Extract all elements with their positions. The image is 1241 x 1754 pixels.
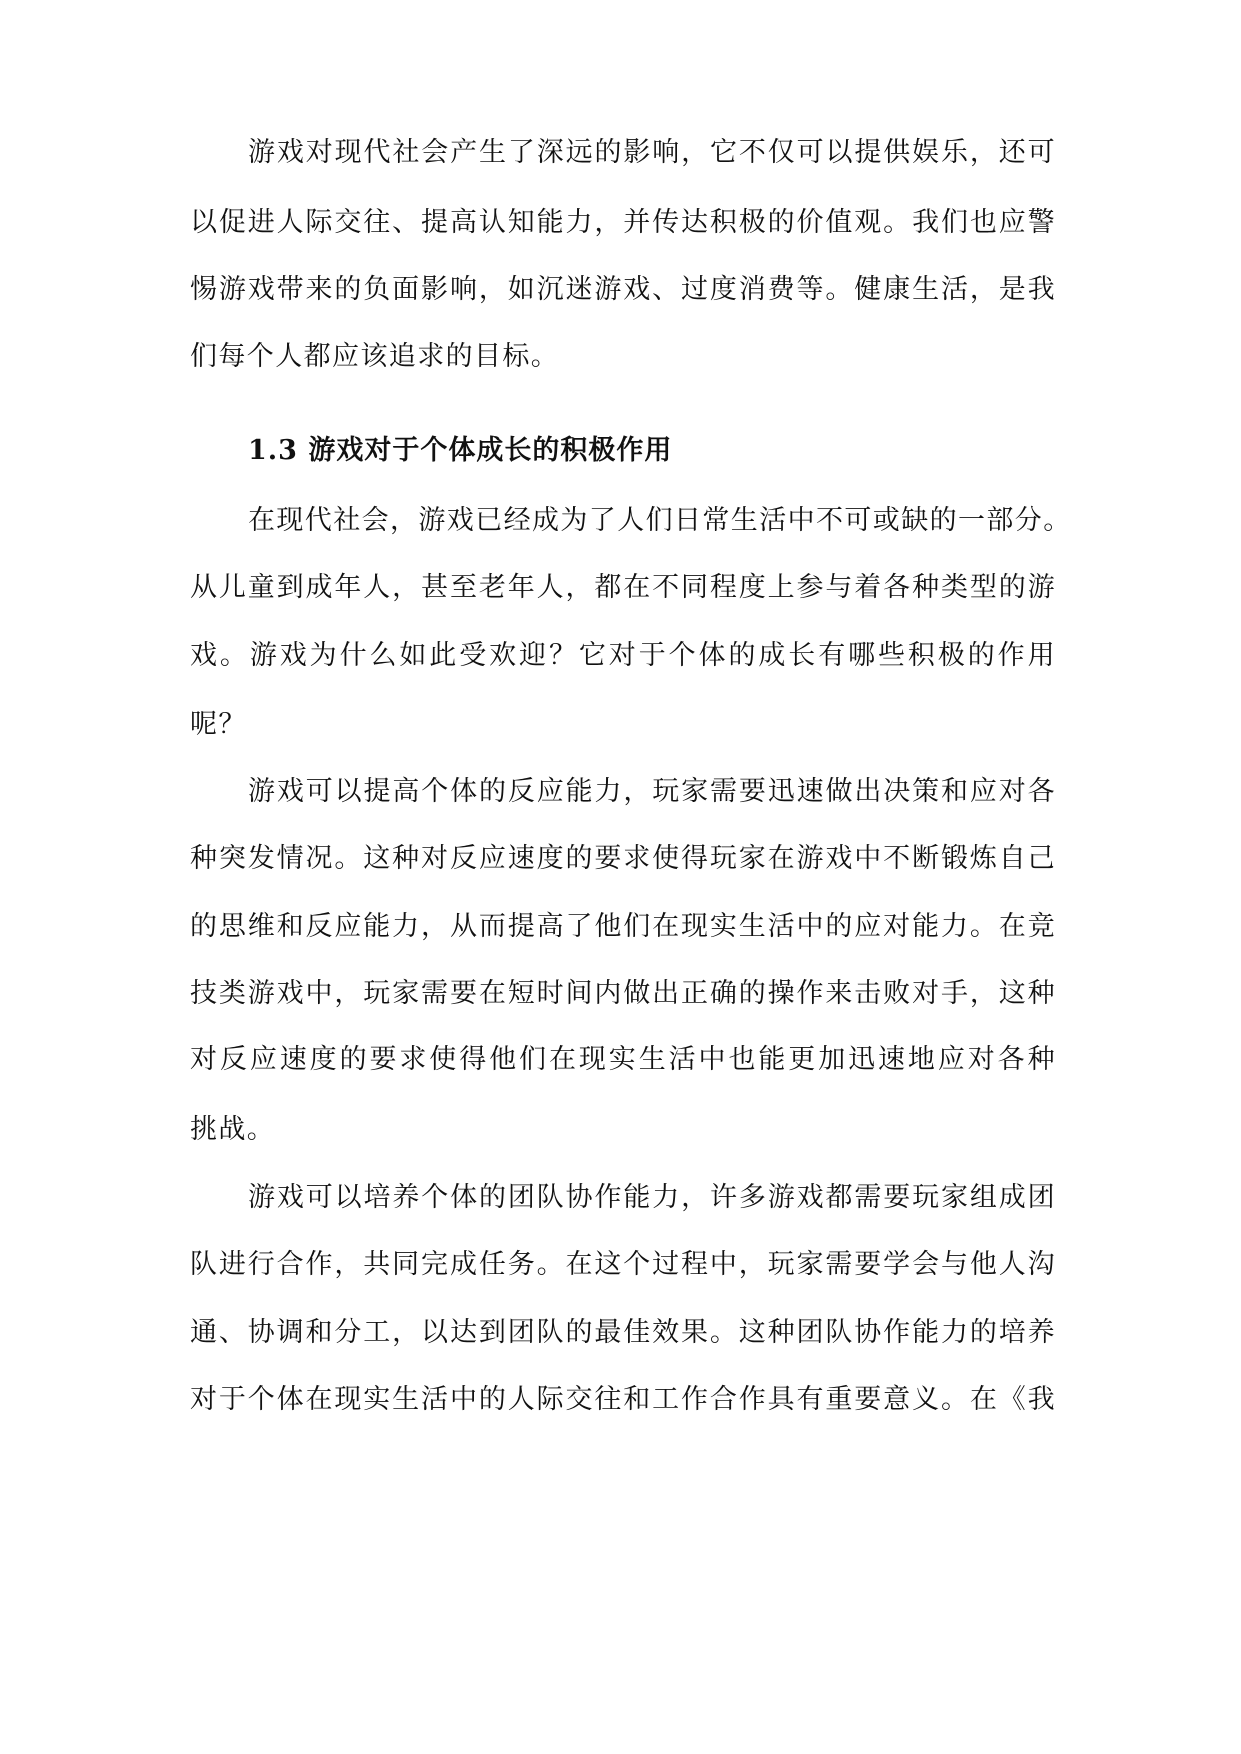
section-paragraph-1-line-4: 呢？	[190, 709, 247, 740]
section-paragraph-2-line-1: 游戏可以提高个体的反应能力，玩家需要迅速做出决策和应对各	[248, 776, 1056, 807]
section-paragraph-2-line-5: 对反应速度的要求使得他们在现实生活中也能更加迅速地应对各种	[190, 1044, 1056, 1075]
paragraph-1-line-3: 惕游戏带来的负面影响，如沉迷游戏、过度消费等。健康生活，是我	[190, 274, 1056, 305]
section-paragraph-2-line-4: 技类游戏中，玩家需要在短时间内做出正确的操作来击败对手，这种	[190, 978, 1056, 1009]
section-heading: 1.3 游戏对于个体成长的积极作用	[248, 435, 673, 466]
paragraph-1-line-2: 以促进人际交往、提高认知能力，并传达积极的价值观。我们也应警	[190, 207, 1056, 238]
section-paragraph-3-line-4: 对于个体在现实生活中的人际交往和工作合作具有重要意义。在《我	[190, 1384, 1056, 1415]
paragraph-1-line-4: 们每个人都应该追求的目标。	[190, 341, 560, 372]
section-paragraph-2-line-6: 挑战。	[190, 1114, 276, 1145]
section-paragraph-2-line-2: 种突发情况。这种对反应速度的要求使得玩家在游戏中不断锻炼自己	[190, 843, 1056, 874]
section-paragraph-1-line-2: 从儿童到成年人，甚至老年人，都在不同程度上参与着各种类型的游	[190, 572, 1056, 603]
section-paragraph-3-line-2: 队进行合作，共同完成任务。在这个过程中，玩家需要学会与他人沟	[190, 1249, 1056, 1280]
section-paragraph-1-line-3: 戏。游戏为什么如此受欢迎？它对于个体的成长有哪些积极的作用	[190, 640, 1056, 671]
section-paragraph-3-line-3: 通、协调和分工，以达到团队的最佳效果。这种团队协作能力的培养	[190, 1317, 1056, 1348]
section-paragraph-1-line-1: 在现代社会，游戏已经成为了人们日常生活中不可或缺的一部分。	[248, 505, 1072, 536]
section-paragraph-2-line-3: 的思维和反应能力，从而提高了他们在现实生活中的应对能力。在竞	[190, 911, 1056, 942]
section-paragraph-3-line-1: 游戏可以培养个体的团队协作能力，许多游戏都需要玩家组成团	[248, 1182, 1056, 1213]
paragraph-1-line-1: 游戏对现代社会产生了深远的影响，它不仅可以提供娱乐，还可	[248, 137, 1056, 168]
